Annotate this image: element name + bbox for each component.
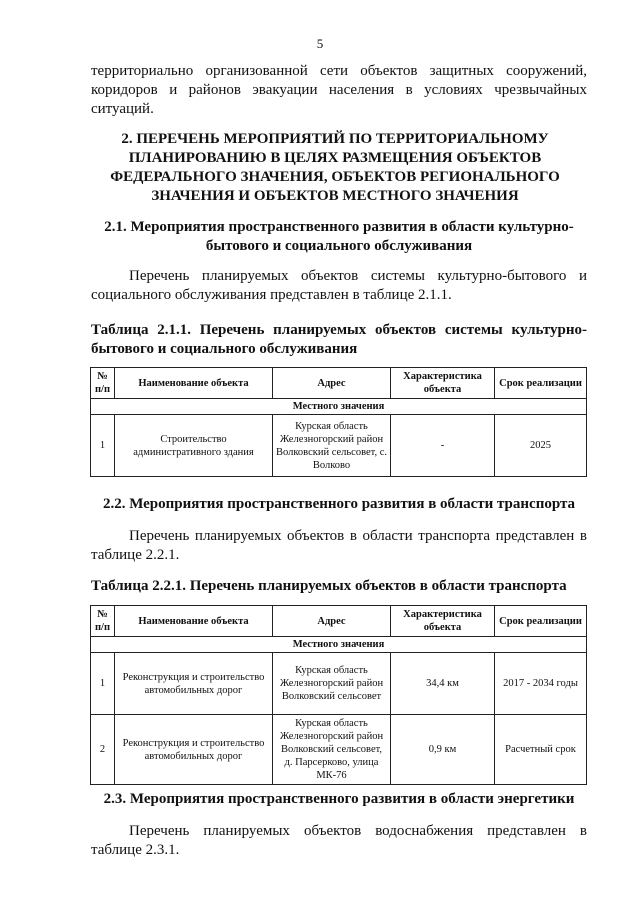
cell-num: 1 (91, 653, 115, 715)
subsection-2-1-paragraph: Перечень планируемых объектов системы культурно-бытового и социального обслуживания представлен в таблице 2.1.1. (91, 268, 587, 303)
cell-characteristic: 0,9 км (391, 715, 495, 785)
header-num: № п/п (91, 606, 115, 637)
cell-characteristic: - (391, 415, 495, 477)
cell-term: 2017 - 2034 годы (495, 653, 587, 715)
subsection-2-2-title: 2.2. Мероприятия пространственного развития в области транспорта (102, 496, 576, 512)
table-row (91, 653, 587, 715)
table-section-label: Местного значения (91, 637, 587, 653)
table-2-2-1-caption: Таблица 2.2.1. Перечень планируемых объектов в области транспорта (91, 578, 567, 594)
cell-name: Реконструкция и строительство автомобильных дорог (115, 653, 273, 715)
table-2-2-1 (90, 605, 587, 785)
subsection-2-3-paragraph: Перечень планируемых объектов водоснабжения представлен в таблице 2.3.1. (91, 823, 587, 858)
cell-address: Курская область Железногорский район Волковский сельсовет, с. Волково (273, 415, 391, 477)
table-2-1-1 (90, 367, 587, 477)
cell-num: 2 (91, 715, 115, 785)
cell-address: Курская область Железногорский район Волковский сельсовет, д. Парсерково, улица МК-76 (273, 715, 391, 785)
subsection-2-3-title: 2.3. Мероприятия пространственного развития в области энергетики (103, 791, 575, 807)
header-term: Срок реализации (495, 368, 587, 399)
subsection-2-1-title: 2.1. Мероприятия пространственного развития в области культурно-бытового и социального обслуживания (104, 219, 574, 254)
header-address: Адрес (273, 368, 391, 399)
header-num: № п/п (91, 368, 115, 399)
subsection-2-2-paragraph: Перечень планируемых объектов в области транспорта представлен в таблице 2.2.1. (91, 528, 587, 563)
header-term: Срок реализации (495, 606, 587, 637)
cell-name: Строительство административного здания (115, 415, 273, 477)
intro-paragraph: территориально организованной сети объектов защитных сооружений, коридоров и районов эвакуации населения в условиях чрезвычайных ситуаций. (91, 63, 587, 117)
header-address: Адрес (273, 606, 391, 637)
page-number: 5 (316, 36, 324, 51)
header-name: Наименование объекта (115, 606, 273, 637)
cell-address: Курская область Железногорский район Волковский сельсовет (273, 653, 391, 715)
table-row (91, 715, 587, 785)
header-characteristic: Характеристика объекта (391, 368, 495, 399)
header-name: Наименование объекта (115, 368, 273, 399)
cell-name: Реконструкция и строительство автомобильных дорог (115, 715, 273, 785)
table-section-label: Местного значения (91, 399, 587, 415)
table-2-1-1-caption: Таблица 2.1.1. Перечень планируемых объектов системы культурно-бытового и социального обслуживания (91, 322, 587, 357)
section-2-title: 2. ПЕРЕЧЕНЬ МЕРОПРИЯТИЙ ПО ТЕРРИТОРИАЛЬНОМУ ПЛАНИРОВАНИЮ В ЦЕЛЯХ РАЗМЕЩЕНИЯ ОБЪЕКТОВ ФЕДЕРАЛЬНОГО ЗНАЧЕНИЯ, ОБЪЕКТОВ РЕГИОНАЛЬНОГО ЗНАЧЕНИЯ И ОБЪЕКТОВ МЕСТНОГО ЗНАЧЕНИЯ (110, 131, 560, 204)
header-characteristic: Характеристика объекта (391, 606, 495, 637)
cell-num: 1 (91, 415, 115, 477)
table-row (91, 415, 587, 477)
cell-term: Расчетный срок (495, 715, 587, 785)
cell-term: 2025 (495, 415, 587, 477)
cell-characteristic: 34,4 км (391, 653, 495, 715)
